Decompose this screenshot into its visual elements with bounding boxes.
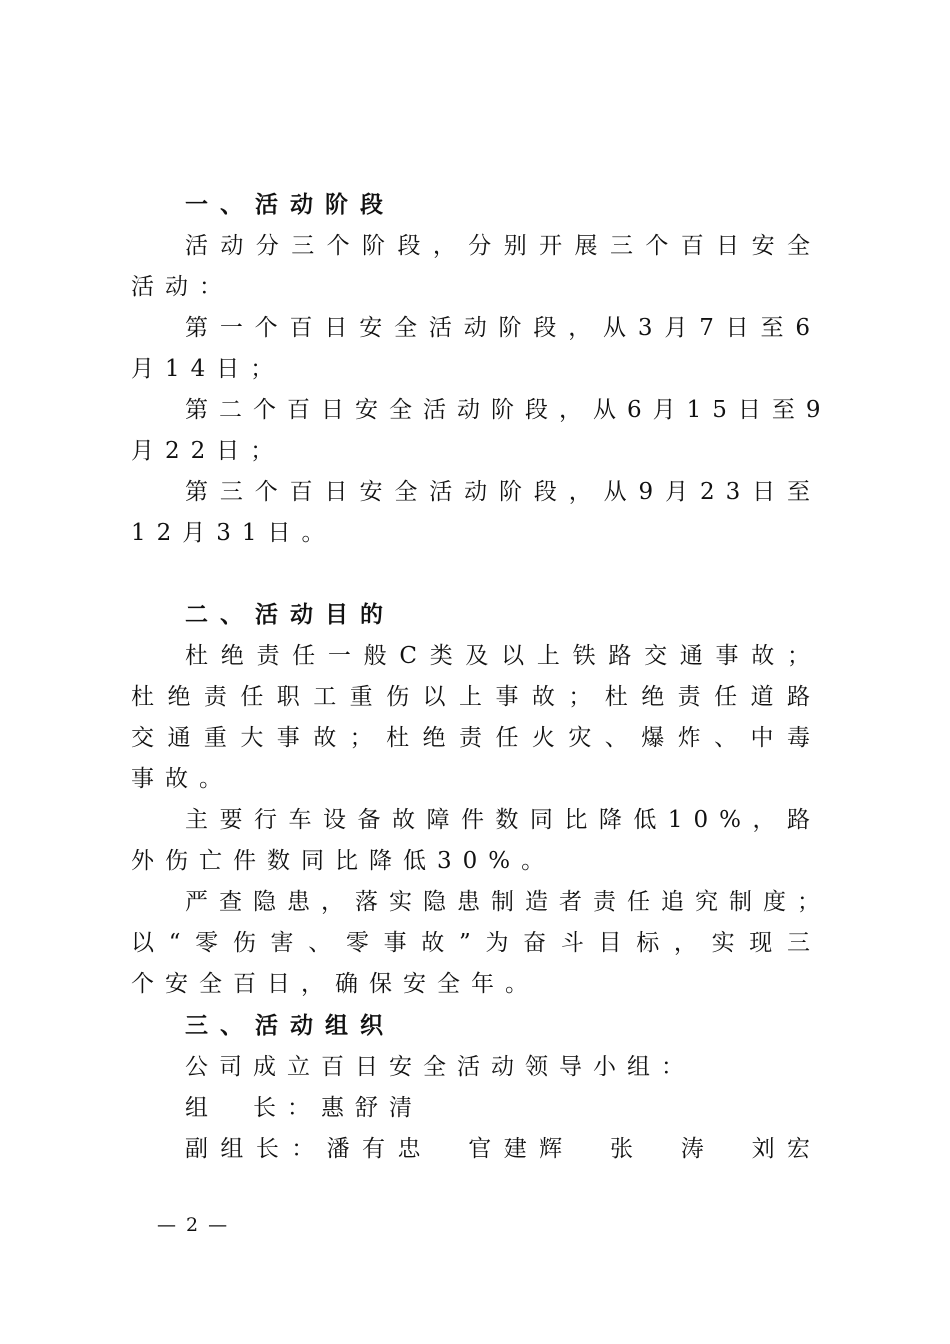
paragraph-line: 第三个百日安全活动阶段，从9月23日至 <box>185 479 821 505</box>
paragraph-line: 外伤亡件数同比降低30%。 <box>131 848 556 874</box>
group-leader-line: 组 长：惠舒清 <box>185 1095 423 1121</box>
paragraph-line: 12月31日。 <box>131 520 336 546</box>
paragraph-line: 主要行车设备故障件数同比降低10%，路 <box>185 807 821 833</box>
paragraph-line: 个安全百日，确保安全年。 <box>131 971 539 997</box>
paragraph-line: 严查隐患，落实隐患制造者责任追究制度； <box>185 889 831 915</box>
paragraph-line: 事故。 <box>131 766 233 792</box>
deputy-leader-line: 副组长：潘有忠 官建辉 张 涛 刘宏 <box>185 1136 821 1162</box>
paragraph-line: 第一个百日安全活动阶段，从3月7日至6 <box>185 315 821 341</box>
paragraph-line: 活动分三个阶段，分别开展三个百日安全 <box>185 233 821 259</box>
paragraph-line: 杜绝责任职工重伤以上事故；杜绝责任道路 <box>131 684 821 710</box>
section-heading-organization: 三、活动组织 <box>185 1013 395 1039</box>
paragraph-line: 交通重大事故；杜绝责任火灾、爆炸、中毒 <box>131 725 821 751</box>
section-heading-purpose: 二、活动目的 <box>185 602 395 628</box>
paragraph-line: 以“零伤害、零事故”为奋斗目标，实现三 <box>131 930 821 956</box>
section-heading-stages: 一、活动阶段 <box>185 192 395 218</box>
paragraph-line: 第二个百日安全活动阶段，从6月15日至9 <box>185 397 832 423</box>
page-number: — 2 — <box>157 1214 230 1236</box>
paragraph-line: 月14日； <box>131 356 285 382</box>
paragraph-line: 杜绝责任一般C类及以上铁路交通事故； <box>185 643 821 669</box>
paragraph-line: 月22日； <box>131 438 285 464</box>
paragraph-line: 活动： <box>131 274 233 300</box>
paragraph-line: 公司成立百日安全活动领导小组： <box>185 1054 695 1080</box>
